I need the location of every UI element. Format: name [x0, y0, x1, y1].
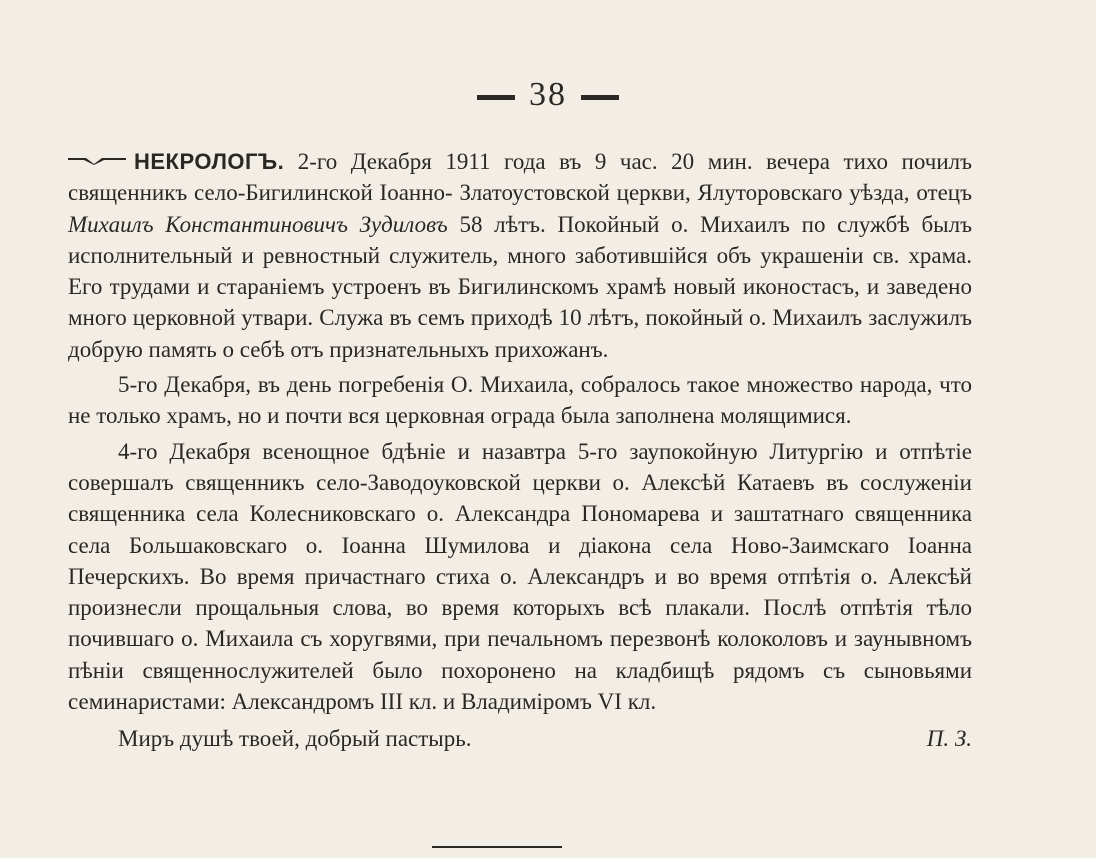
page-number-dash-right	[581, 95, 619, 100]
obituary-heading: НЕКРОЛОГЪ.	[134, 149, 285, 174]
deceased-name: Михаилъ Константиновичъ Зудиловъ	[68, 211, 448, 237]
paragraph-2: 5-го Декабря, въ день погребенія О. Михаила, собралось такое множество народа, что не только храмъ, но и почти вся церковная ограда была заполнена молящимися.	[68, 372, 972, 429]
paragraph-1-text-a: 2-го Декабря 1911 года въ 9 час. 20 мин. вечера тихо почилъ священникъ село-Бигилинской Іоанно- Златоустовской церкви, Ялуторовскаго уѣзда, отецъ	[68, 149, 973, 206]
paragraph-1-text-b: 58 лѣтъ. Покойный о. Михаилъ по службѣ былъ исполнительный и ревностный служитель, много заботившійся объ украшеніи св. храма. Его трудами и стараніемъ устроенъ въ Бигилинскомъ храмѣ новый иконостасъ, и заведено много церковной утвари. Служа въ семъ приходѣ 10 лѣтъ, покойный о. Михаилъ заслужилъ добрую память о себѣ отъ признательныхъ прихожанъ.	[68, 211, 973, 362]
closing-row	[68, 723, 972, 754]
article-body	[68, 146, 972, 755]
signature: П. З.	[926, 726, 972, 752]
pointing-ornament-icon	[68, 157, 126, 163]
closing-line: Миръ душѣ твоей, добрый пастырь.	[118, 726, 472, 752]
page-number-value: 38	[529, 76, 567, 113]
page-number	[0, 76, 1096, 114]
page-number-dash-left	[477, 95, 515, 100]
end-rule	[432, 846, 562, 848]
paragraph-1	[68, 146, 972, 365]
paragraph-3: 4-го Декабря всенощное бдѣніе и назавтра 5-го заупокойную Литургію и отпѣтіе совершалъ священникъ село-Заводоуковской церкви о. Алексѣй Катаевъ въ сослуженіи священника села Колесниковскаго о. Александра Пономарева и заштатнаго священника села Большаковскаго о. Іоанна Шумилова и діакона села Ново-Заимскаго Іоанна Печерскихъ. Во время причастнаго стиха о. Александръ и во время отпѣтія о. Алексѣй произнесли прощальныя слова, во время которыхъ всѣ плакали. Послѣ отпѣтія тѣло почившаго о. Михаила съ хоругвями, при печальномъ перезвонѣ колоколовъ и заунывномъ пѣніи священнослужителей было похоронено на кладбищѣ рядомъ съ сыновьями семинаристами: Александромъ III кл. и Владиміромъ VI кл.	[68, 438, 972, 715]
